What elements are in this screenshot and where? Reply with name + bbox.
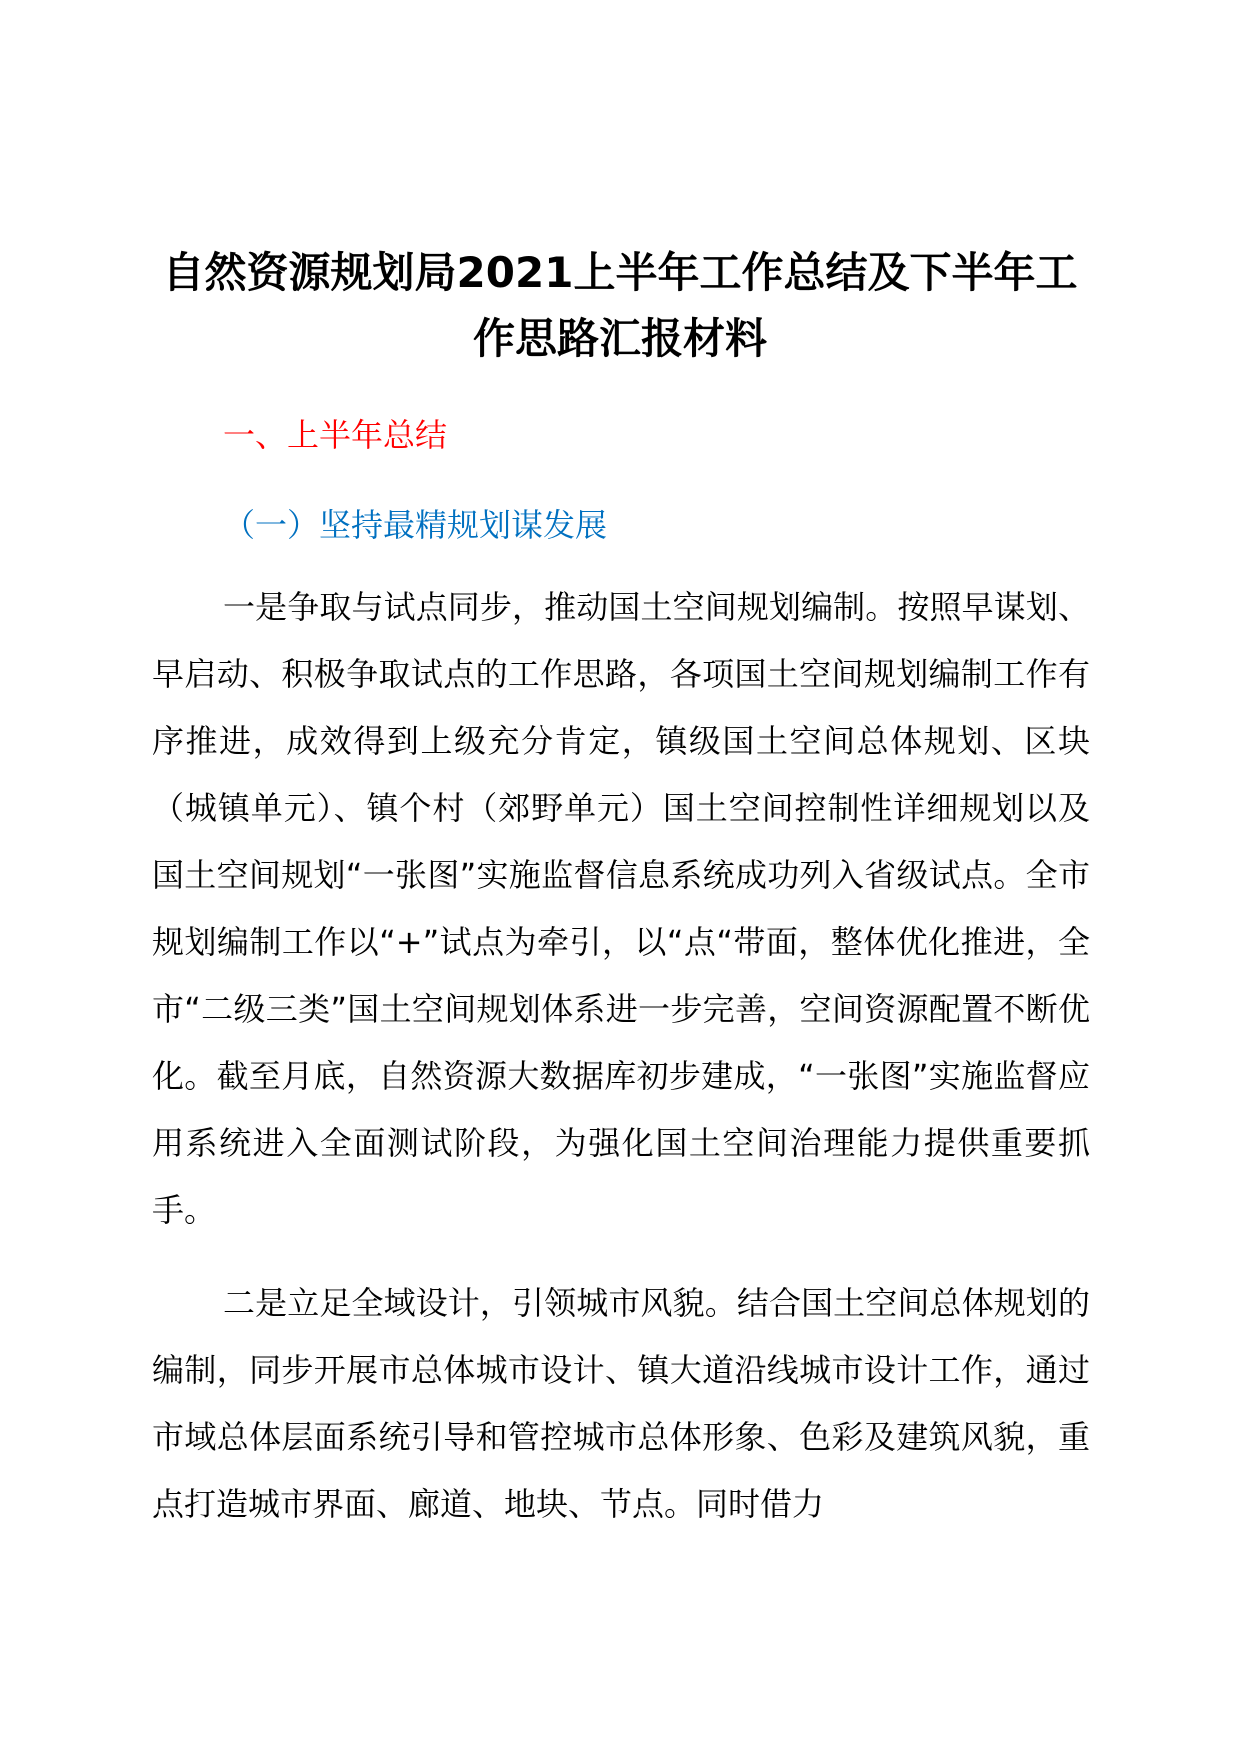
document-title: 自然资源规划局2021上半年工作总结及下半年工作思路汇报材料	[162, 248, 1078, 363]
subsection-heading: （一）坚持最精规划谋发展	[223, 506, 608, 544]
body-paragraph: 一是争取与试点同步，推动国土空间规划编制。按照早谋划、早启动、积极争取试点的工作思路，各项国土空间规划编制工作有序推进，成效得到上级充分肯定，镇级国土空间总体规划、区块（城镇单元）、镇个村（郊野单元）国土空间控制性详细规划以及国土空间规划“一张图”实施监督信息系统成功列入省级试点。全市规划编制工作以“+”试点为牵引，以“点“带面，整体优化推进，全市“二级三类”国土空间规划体系进一步完善，空间资源配置不断优化。截至月底，自然资源大数据库初步建成，“一张图”实施监督应用系统进入全面测试阶段，为强化国土空间治理能力提供重要抓手。	[152, 588, 1090, 1229]
section-heading: 一、上半年总结	[223, 416, 448, 454]
body-paragraph: 二是立足全域设计，引领城市风貌。结合国土空间总体规划的编制，同步开展市总体城市设计、镇大道沿线城市设计工作，通过市域总体层面系统引导和管控城市总体形象、色彩及建筑风貌，重点打造城市界面、廊道、地块、节点。同时借力	[152, 1284, 1090, 1523]
